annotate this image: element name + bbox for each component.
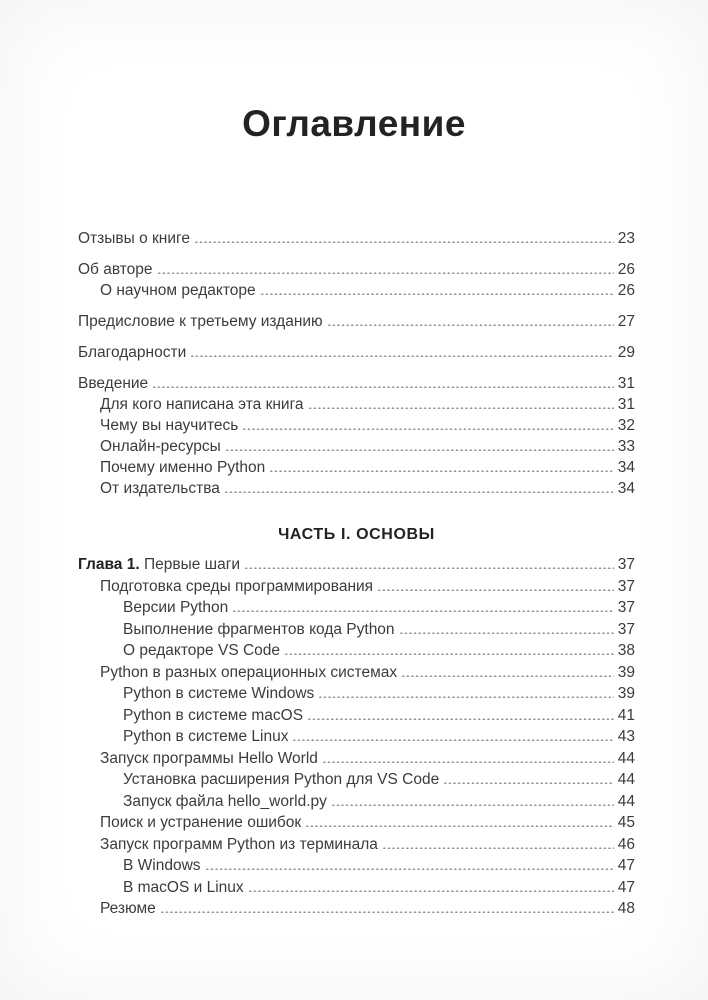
toc-entry-page-number: 44 (617, 749, 635, 767)
toc-entry (78, 726, 635, 748)
toc-entry-label: Python в системе Windows (123, 685, 315, 702)
toc-entry (78, 619, 635, 641)
page-title: Оглавление (242, 103, 466, 144)
toc-entry (78, 877, 635, 899)
toc-entry-page-number: 23 (617, 230, 635, 247)
toc-entry (78, 373, 635, 394)
toc-entry (78, 342, 635, 363)
toc-entry-label: Python в разных операционных системах (100, 663, 398, 681)
toc-entry-page-number: 38 (617, 642, 635, 659)
toc-entry-label: Поиск и устранение ошибок (100, 814, 302, 831)
leader-dots (331, 803, 614, 806)
leader-dots (160, 910, 614, 913)
toc-entry-page-number: 39 (617, 685, 635, 702)
toc-entry-label: О редакторе VS Code (123, 642, 281, 659)
leader-dots (322, 760, 614, 763)
toc-entry-page-number: 37 (617, 556, 635, 573)
toc-entry (78, 436, 635, 457)
leader-dots (399, 631, 614, 634)
toc-entry-label: Чему вы научитесь (100, 417, 239, 434)
toc-entry-label: Благодарности (78, 344, 187, 361)
toc-entry-page-number: 44 (617, 771, 635, 788)
toc-section (78, 524, 635, 920)
toc-entry-page-number: 34 (617, 459, 635, 476)
toc-entry (78, 457, 635, 478)
leader-dots (152, 385, 614, 388)
toc-entry-page-number: 26 (617, 261, 635, 278)
toc-section (78, 228, 635, 499)
toc-entry-label: Python в системе macOS (123, 706, 304, 724)
toc-entry-label: Глава 1. Первые шаги (78, 556, 241, 573)
toc-entry-page-number: 48 (617, 900, 635, 917)
leader-dots (382, 846, 614, 849)
leader-dots (225, 448, 614, 451)
toc-entry-label: Об авторе (78, 261, 153, 278)
toc-entry-label: Выполнение фрагментов кода Python (123, 620, 395, 638)
leader-dots (157, 271, 614, 274)
toc-entry-label: Предисловие к третьему изданию (78, 313, 323, 330)
toc-entry (78, 640, 635, 662)
toc-entry-label: Запуск файла hello_world.py (123, 792, 327, 810)
leader-dots (318, 695, 613, 698)
leader-dots (307, 717, 614, 720)
toc-entry (78, 228, 635, 249)
toc-entry-page-number: 47 (617, 857, 635, 874)
toc-entry (78, 662, 635, 684)
leader-dots (377, 588, 614, 591)
toc-entry (78, 259, 635, 280)
leader-dots (327, 323, 614, 326)
toc-entry (78, 834, 635, 856)
toc-entry (78, 748, 635, 770)
toc-entry-page-number: 37 (617, 620, 635, 638)
toc-entry (78, 394, 635, 415)
toc-entry-page-number: 34 (617, 480, 635, 497)
toc-entry (78, 791, 635, 813)
toc-entry-page-number: 44 (617, 792, 635, 810)
leader-dots (308, 406, 614, 409)
leader-dots (260, 292, 614, 295)
toc-entry-page-number: 26 (617, 282, 635, 299)
toc-entry-page-number: 41 (617, 706, 635, 724)
part-heading: ЧАСТЬ I. ОСНОВЫ (278, 526, 435, 543)
toc-entry (78, 683, 635, 705)
toc-entry (78, 554, 635, 576)
leader-dots (269, 469, 614, 472)
toc-entry-label: Для кого написана эта книга (100, 396, 304, 413)
toc-entry-label: Запуск программы Hello World (100, 749, 318, 767)
toc-entry-page-number: 29 (617, 344, 635, 361)
toc-entry (78, 898, 635, 920)
leader-dots (224, 490, 614, 493)
toc-entry-page-number: 33 (617, 438, 635, 455)
toc-entry-label: Почему именно Python (100, 459, 266, 476)
toc-entry-page-number: 31 (617, 375, 635, 392)
toc-list (78, 228, 635, 920)
toc-entry-page-number: 32 (617, 417, 635, 434)
toc-entry (78, 855, 635, 877)
toc-entry-label: Версии Python (123, 599, 229, 616)
toc-entry-label: От издательства (100, 480, 220, 497)
chapter-number-label: Глава 1. (78, 556, 140, 573)
leader-dots (232, 609, 614, 612)
leader-dots (205, 867, 614, 870)
toc-entry (78, 415, 635, 436)
toc-entry-label: В Windows (123, 857, 201, 874)
toc-entry (78, 812, 635, 834)
leader-dots (292, 738, 613, 741)
leader-dots (248, 889, 614, 892)
toc-entry-page-number: 47 (617, 878, 635, 896)
toc-entry (78, 311, 635, 332)
leader-dots (242, 427, 613, 430)
leader-dots (284, 652, 614, 655)
toc-entry (78, 478, 635, 499)
toc-entry (78, 769, 635, 791)
toc-entry-label: Запуск программ Python из терминала (100, 835, 378, 853)
leader-dots (401, 674, 614, 677)
toc-entry-page-number: 37 (617, 599, 635, 616)
leader-dots (190, 354, 614, 357)
toc-entry-label: Отзывы о книге (78, 230, 190, 247)
leader-dots (194, 240, 614, 243)
toc-entry-label: Введение (78, 375, 149, 392)
toc-entry-page-number: 46 (617, 835, 635, 853)
toc-entry-label: Онлайн-ресурсы (100, 438, 221, 455)
toc-entry-page-number: 45 (617, 814, 635, 831)
toc-entry-label: Установка расширения Python для VS Code (123, 771, 440, 788)
toc-entry-page-number: 43 (617, 728, 635, 745)
leader-dots (244, 566, 614, 569)
toc-entry-label: О научном редакторе (100, 282, 256, 299)
toc-entry-label: Резюме (100, 900, 156, 917)
toc-entry-page-number: 31 (617, 396, 635, 413)
toc-entry (78, 280, 635, 301)
leader-dots (443, 781, 614, 784)
toc-entry-page-number: 27 (617, 313, 635, 330)
toc-entry-page-number: 39 (617, 663, 635, 681)
toc-entry-page-number: 37 (617, 577, 635, 595)
leader-dots (305, 824, 614, 827)
toc-entry (78, 705, 635, 727)
toc-entry-label: Подготовка среды программирования (100, 577, 374, 595)
toc-entry (78, 576, 635, 598)
toc-entry-label: В macOS и Linux (123, 878, 244, 896)
toc-entry-label: Python в системе Linux (123, 728, 289, 745)
toc-entry (78, 597, 635, 619)
